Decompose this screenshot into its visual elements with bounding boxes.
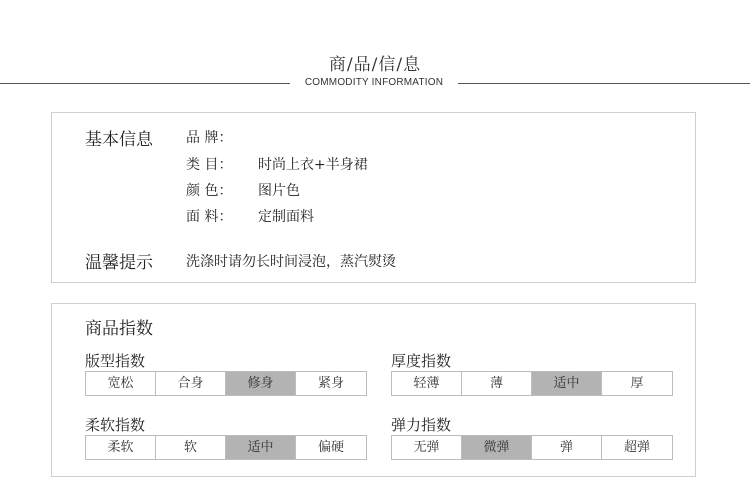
scale-option: 软 [156,436,226,459]
thickness-index-title: 厚度指数 [391,352,452,370]
scale-option: 薄 [462,372,532,395]
softness-index-scale [85,435,367,460]
info-value: 时尚上衣+半身裙 [258,157,368,173]
info-value: 图片色 [258,183,300,199]
basic-info-panel [51,112,696,283]
info-row-color [186,180,300,200]
scale-option: 适中 [226,436,296,459]
scale-option: 无弹 [392,436,462,459]
header-rule [0,75,750,91]
fit-index-title: 版型指数 [85,352,146,370]
scale-option: 合身 [156,372,226,395]
scale-option: 紧身 [317,376,344,391]
info-row-brand [186,127,258,147]
info-value: 定制面料 [258,209,314,225]
tip-text: 洗涤时请勿长时间浸泡，蒸汽熨烫 [186,254,396,270]
info-row-fabric [186,206,314,226]
scale-option: 宽松 [86,372,156,395]
info-row-category [186,154,368,174]
scale-option: 微弹 [462,436,532,459]
header-title: 商/品/信/息 [328,55,422,75]
info-key: 颜 色： [186,183,233,199]
header-subtitle: COMMODITY INFORMATION [304,77,444,88]
scale-option: 修身 [226,372,296,395]
info-key: 面 料： [186,209,233,225]
info-key: 品 牌： [186,130,233,146]
scale-option: 厚 [630,376,644,391]
scale-option: 超弹 [623,440,650,455]
tip-label: 温馨提示 [85,253,153,273]
softness-index-title: 柔软指数 [85,416,146,434]
elasticity-index-title: 弹力指数 [391,416,452,434]
product-index-panel [51,303,696,477]
product-index-title: 商品指数 [85,319,153,339]
fit-index-scale [85,371,367,396]
scale-option: 弹 [532,436,602,459]
info-key: 类 目： [186,157,233,173]
scale-option: 轻薄 [392,372,462,395]
scale-option: 偏硬 [317,440,344,455]
basic-info-label: 基本信息 [85,130,153,150]
scale-option: 适中 [532,372,602,395]
divider-left [0,83,290,84]
divider-right [458,83,750,84]
elasticity-index-scale [391,435,673,460]
scale-option: 柔软 [86,436,156,459]
thickness-index-scale [391,371,673,396]
